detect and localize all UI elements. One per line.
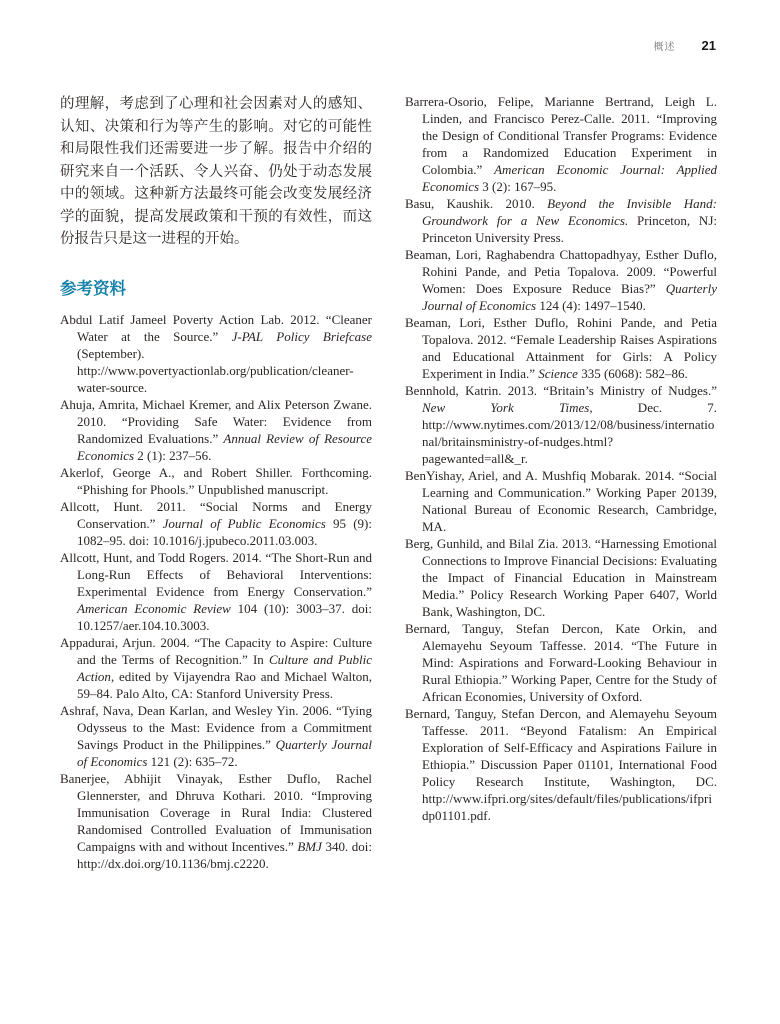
reference-entry: [60, 311, 372, 396]
reference-entry: [60, 464, 372, 498]
reference-text: 121 (2): 635–72.: [147, 753, 238, 769]
reference-entry: [405, 382, 717, 467]
reference-title-italic: Culture and Public Action: [77, 651, 372, 684]
reference-entry: [405, 314, 717, 382]
reference-title-italic: Annual Review of Resource Economics: [77, 430, 372, 463]
reference-text: 3 (2): 167–95.: [479, 179, 557, 194]
reference-entry: [405, 620, 717, 705]
running-header-section-label: 概述: [653, 42, 676, 53]
reference-text: Barrera-Osorio, Felipe, Marianne Bertrand, Leigh L. Linden, and Francisco Perez-Calle. 2011. “Improving the Design of Conditional Transfer Programs: Evidence from a Randomized Education Experiment in Colombia.”: [405, 94, 717, 177]
reference-entry: [60, 634, 372, 702]
reference-entry: [60, 770, 372, 872]
reference-title-italic: American Economic Review: [77, 600, 231, 616]
reference-title-italic: New York Times: [422, 400, 590, 415]
reference-text: Princeton, NJ: Princeton University Press.: [422, 213, 717, 245]
reference-text: (September). http://www.povertyactionlab.org/publication/cleaner-water-source.: [77, 345, 354, 395]
reference-text: , edited by Vijayendra Rao and Michael Walton, 59–84. Palo Alto, CA: Stanford University Press.: [77, 668, 372, 701]
running-header: [60, 38, 716, 53]
reference-text: Abdul Latif Jameel Poverty Action Lab. 2012. “Cleaner Water at the Source.”: [60, 311, 372, 344]
references-list-left: [60, 311, 372, 872]
reference-text: Bernard, Tanguy, Stefan Dercon, and Alemayehu Seyoum Taffesse. 2011. “Beyond Fatalism: An Empirical Exploration of Self-Efficacy and Aspirations Failure in Ethiopia.” Discussion Paper 01101, International Food Policy Research Institute, Washington, DC. http://www.ifpri.org/sites/default/files/publications/ifpridp01101.pdf.: [405, 706, 717, 823]
reference-title-italic: American Economic Journal: Applied Economics: [422, 162, 718, 194]
reference-entry: [405, 705, 717, 824]
reference-entry: [60, 549, 372, 634]
reference-text: Bennhold, Katrin. 2013. “Britain’s Ministry of Nudges.”: [405, 383, 717, 398]
reference-entry: [405, 93, 717, 195]
reference-entry: [405, 246, 717, 314]
reference-text: Allcott, Hunt, and Todd Rogers. 2014. “The Short-Run and Long-Run Effects of Behavioral Interventions: Experimental Evidence from Energy Conservation.”: [60, 549, 372, 599]
reference-text: 95 (9): 1082–95. doi: 10.1016/j.jpubeco.2011.03.003.: [77, 515, 372, 548]
reference-title-italic: Quarterly Journal of Economics: [77, 736, 372, 769]
reference-text: Basu, Kaushik. 2010.: [405, 196, 548, 211]
reference-entry: [60, 702, 372, 770]
reference-title-italic: Science: [538, 366, 578, 381]
reference-title-italic: J-PAL Policy Briefcase: [231, 328, 372, 344]
two-column-layout: [60, 93, 716, 872]
reference-text: Ashraf, Nava, Dean Karlan, and Wesley Yin. 2006. “Tying Odysseus to the Mast: Evidence from a Commitment Savings Product in the Philippines.”: [60, 702, 372, 752]
reference-title-italic: Quarterly Journal of Economics: [422, 281, 717, 313]
intro-paragraph: 的理解，考虑到了心理和社会因素对人的感知、认知、决策和行为等产生的影响。对它的可能性和局限性我们还需要进一步了解。报告中介绍的研究来自一个活跃、令人兴奋、仍处于动态发展中的领域。这种新方法最终可能会改变发展经济学的面貌，提高发展政策和干预的有效性，而这份报告只是这一进程的开始。: [60, 96, 372, 247]
reference-text: BenYishay, Ariel, and A. Mushfiq Mobarak. 2014. “Social Learning and Communication.” Working Paper 20139, National Bureau of Economic Research, Cambridge, MA.: [405, 468, 717, 534]
reference-text: Banerjee, Abhijit Vinayak, Esther Duflo, Rachel Glennerster, and Dhruva Kothari. 2010. “Improving Immunisation Coverage in Rural India: Clustered Randomised Controlled Evaluation of Immunisation Campaigns with and without Incentives.”: [60, 770, 372, 854]
reference-text: Ahuja, Amrita, Michael Kremer, and Alix Peterson Zwane. 2010. “Providing Safe Water: Evidence from Randomized Evaluations.”: [60, 396, 372, 446]
page-number: 21: [701, 38, 716, 53]
right-column: [405, 93, 717, 872]
reference-title-italic: Journal of Public Economics: [162, 515, 326, 531]
reference-text: Beaman, Lori, Esther Duflo, Rohini Pande, and Petia Topalova. 2012. “Female Leadership Raises Aspirations and Educational Attainment for Girls: A Policy Experiment in India.”: [405, 315, 717, 381]
reference-entry: [60, 498, 372, 549]
reference-entry: [405, 195, 717, 246]
reference-text: Appadurai, Arjun. 2004. “The Capacity to Aspire: Culture and the Terms of Recognition.” In: [60, 634, 372, 667]
reference-entry: [405, 467, 717, 535]
reference-text: 2 (1): 237–56.: [134, 447, 212, 463]
reference-text: Beaman, Lori, Raghabendra Chattopadhyay, Esther Duflo, Rohini Pande, and Petia Topalova. 2009. “Powerful Women: Does Exposure Reduce Bias?”: [405, 247, 717, 296]
left-column: [60, 93, 372, 872]
reference-entry: [405, 535, 717, 620]
reference-title-italic: Beyond the Invisible Hand: Groundwork for a New Economics.: [422, 196, 717, 228]
reference-entry: [60, 396, 372, 464]
reference-text: Akerlof, George A., and Robert Shiller. Forthcoming. “Phishing for Phools.” Unpublished manuscript.: [60, 464, 372, 497]
reference-text: Bernard, Tanguy, Stefan Dercon, Kate Orkin, and Alemayehu Seyoum Taffesse. 2014. “The Future in Mind: Aspirations and Forward-Looking Behaviour in Rural Ethiopia.” Working Paper, Centre for the Study of African Economies, University of Oxford.: [405, 621, 717, 704]
references-list-right: [405, 93, 717, 824]
reference-text: Allcott, Hunt. 2011. “Social Norms and Energy Conservation.”: [60, 498, 372, 531]
reference-text: 335 (6068): 582–86.: [577, 366, 688, 381]
references-heading: 参考资料: [60, 279, 126, 298]
reference-text: Berg, Gunhild, and Bilal Zia. 2013. “Harnessing Emotional Connections to Improve Financial Decisions: Evaluating the Impact of Financial Education in Mainstream Media.” Policy Research Working Paper 6407, World Bank, Washington, DC.: [405, 536, 717, 619]
reference-text: 104 (10): 3003–37. doi: 10.1257/aer.104.10.3003.: [77, 600, 372, 633]
reference-text: , Dec. 7. http://www.nytimes.com/2013/12/08/business/international/britainsministry-of-nudges.html?pagewanted=all&_r.: [422, 400, 717, 466]
reference-text: 340. doi: http://dx.doi.org/10.1136/bmj.c2220.: [77, 838, 372, 871]
reference-title-italic: BMJ: [297, 838, 322, 854]
reference-text: 124 (4): 1497–1540.: [536, 298, 646, 313]
